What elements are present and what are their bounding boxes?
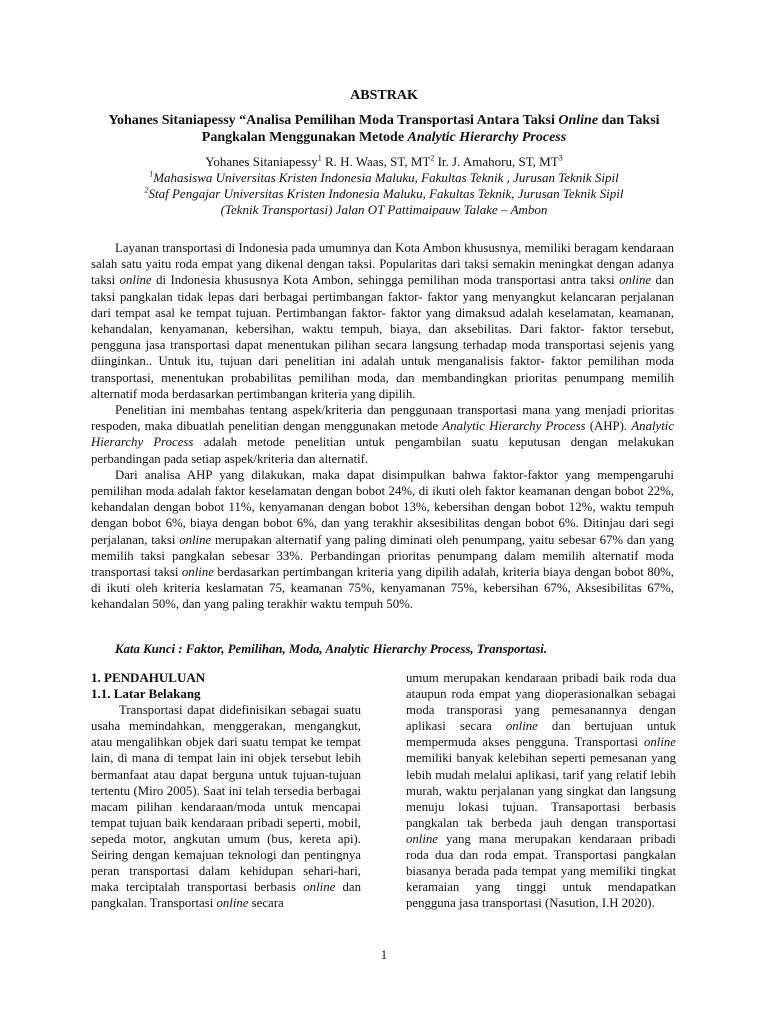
paper-heading [90, 112, 678, 146]
left-column-paragraph [91, 702, 361, 911]
author-1: Yohanes Sitaniapessy [205, 154, 318, 169]
affiliation-1-sup: 1 [149, 169, 154, 179]
author-3: Ir. J. Amahoru, ST, MT [434, 154, 559, 169]
p1-c: dan taksi pangkalan tidak lepas dari berbagai pertimbangan faktor- faktor yang menyangkut kelancaran perjalanan dari tempat asal ke tempat tujuan. Pertimbangan faktor- faktor yang dimaksud adalah keselamatan, keamanan, kehandalan, kenyamanan, kebersihan, waktu tempuh, biaya, dan aksebilitas. Dari faktor- faktor tersebut, pengguna jasa transportasi dapat menentukan pilihan secara langsung terhadap moda transportasi sejenis yang diinginkan.. Untuk itu, tujuan dari penelitian ini adalah untuk menganalisis faktor- faktor pemilihan moda transportasi, menentukan probabilitas pemilihan moda, dan membandingkan prioritas penumpang memilih alternatif moda berdasarkan pertimbangan kriteria yang dipilih. [91, 273, 674, 401]
right-online: online [505, 719, 538, 734]
right-a: umum merupakan kendaraan pribadi baik roda dua ataupun roda empat yang dioperasionalkan sebagai moda transporasi yang pemesanannya dengan aplikasi secara [406, 671, 676, 734]
affiliation-2 [90, 186, 678, 202]
subsection-title: 1.1. Latar Belakang [91, 686, 201, 702]
authors-block [90, 154, 678, 218]
right-b: dan bertujuan untuk mempermuda akses pengguna. Transportasi [406, 719, 676, 750]
p2-c: adalah metode penelitian untuk pengambilan suatu keputusan dengan melakukan perbandingan pada setiap aspek/kriteria dan alternatif. [91, 435, 674, 466]
p2-method-1: Analytic Hierarchy Process [442, 419, 586, 434]
left-online: online [303, 880, 336, 895]
p2-b: (AHP). [585, 419, 632, 434]
p1-online-2: online [619, 273, 652, 288]
affiliation-3: (Teknik Transportasi) Jalan OT Pattimaipauw Talake – Ambon [220, 202, 548, 217]
p3-online: online [179, 532, 212, 547]
abstract-body [91, 240, 674, 613]
abstract-paragraph-3 [91, 467, 674, 613]
right-d: yang mana merupakan kendaraan pribadi roda dua dan roda empat. Transportasi pangkalan biasanya berada pada tempat yang memiliki tingkat keramaian yang tinggi untuk mendapatkan pengguna jasa transportasi (Nasution, I.H 2020). [406, 831, 676, 911]
author-1-sup: 1 [317, 153, 322, 163]
abstract-title: ABSTRAK [350, 88, 418, 103]
author-2: R. H. Waas, ST, MT [321, 154, 431, 169]
p2-method-2: Analytic Hierarchy Process [91, 419, 674, 450]
right-c: memiliki banyak kelebihan seperti pemesanan yang lebih mudah melalui aplikasi, tarif yang relatif lebih murah, waktu perjalanan yang singkat dan langsung menuju lokasi tujuan. Transaportasi berbasis pangkalan tak berbeda jauh dengan transportasi [406, 751, 676, 830]
p3-online-2: online [181, 565, 214, 580]
section-title: 1. PENDAHULUAN [91, 670, 206, 685]
p3-c: berdasarkan pertimbangan kriteria yang dipilih adalah, kriteria biaya dengan bobot 80%, di ikuti oleh kriteria keslamatan 75, keamanan 75%, kenyamanan 75%, kebersihan 67%, Aksesibilitas 67%, kehandalan 50%, dan yang paling terakhir waktu tempuh 50%. [91, 565, 674, 612]
affiliation-2-sup: 2 [144, 185, 149, 195]
left-b: dan pangkalan. Transportasi [91, 880, 361, 911]
right-column-paragraph [406, 670, 676, 911]
p2-a: Penelitian ini membahas tentang aspek/kriteria dan penggunaan transportasi mana yang menjadi prioritas respoden, maka dibuatlah penelitian dengan menggunakan metode [91, 403, 674, 434]
abstract-paragraph-1 [91, 240, 674, 402]
left-c: secara [248, 896, 284, 911]
left-column [91, 670, 361, 911]
affiliation-2-text: Staf Pengajar Universitas Kristen Indonesia Maluku, Fakultas Teknik, Jurusan Teknik Sipil [148, 186, 624, 201]
author-2-sup: 2 [430, 153, 435, 163]
right-online-3: online [406, 831, 438, 846]
p3-a: Dari analisa AHP yang dilakukan, maka dapat disimpulkan bahwa faktor-faktor yang mempengaruhi pemilihan moda adalah faktor keselamatan dengan bobot 24%, di ikuti oleh faktor keamanan dengan bobot 22%, kehandalan dengan bobot 11%, kenyamanan dengan bobot 13%, kebersihan dengan bobot 12%, waktu tempuh dengan bobot 6%, biaya dengan bobot 6%, dan yang terakhir aksesibilitas dengan bobot 6%. Ditinjau dari segi perjalanan, taksi [91, 467, 674, 547]
page-number: 1 [380, 948, 388, 962]
right-online-2: online [644, 735, 676, 750]
affiliation-1-text: Mahasiswa Universitas Kristen Indonesia Maluku, Fakultas Teknik , Jurusan Teknik Sipil [153, 170, 619, 185]
heading-prefix: Yohanes Sitaniapessy “Analisa Pemilihan Moda Transportasi Antara Taksi [108, 113, 559, 128]
author-line [90, 154, 678, 170]
p1-online: online [119, 273, 152, 288]
abstract-paragraph-2 [91, 402, 674, 467]
right-column [406, 670, 676, 911]
affiliation-1 [90, 170, 678, 186]
p1-a: Layanan transportasi di Indonesia pada umumnya dan Kota Ambon khususnya, memiliki beragam kendaraan salah satu yaitu roda empat yang dikenal dengan taksi. Popularitas dari taksi semakin meningkat dengan adanya taksi [91, 241, 674, 288]
left-online-2: online [216, 896, 249, 911]
heading-method: Analytic Hierarchy Process [407, 130, 567, 145]
p3-b: merupakan alternatif yang paling diminati oleh penumpang, yaitu sebesar 67% dan yang memilih taksi pangkalan sebesar 33%. Perbandingan prioritas penumpang dalam memilih alternatif moda transportasi taksi [91, 532, 674, 580]
keywords: Kata Kunci : Faktor, Pemilihan, Moda, Analytic Hierarchy Process, Transportasi. [115, 642, 548, 656]
left-a: Transportasi dapat didefinisikan sebagai suatu usaha memindahkan, menggerakan, mengangkut, atau mengalihkan objek dari suatu tempat ke tempat lain, di mana di tempat lain ini objek tersebut lebih bermanfaat atau dapat berguna untuk tujuan-tujuan tertentu (Miro 2005). Saat ini telah tersedia berbagai macam pilihan kendaraan/moda untuk mencapai tempat tujuan baik kendaraan pribadi seperti, mobil, sepeda motor, angkutan umum (bus, kereta api). Seiring dengan kemajuan teknologi dan pentingnya peran transportasi dalam kehidupan sehari-hari, maka terciptalah transportasi berbasis [91, 703, 361, 895]
heading-online: Online [558, 113, 599, 128]
heading-mid: dan Taksi Pangkalan Menggunakan Metode [201, 113, 660, 145]
author-3-sup: 3 [558, 153, 563, 163]
p1-b: di Indonesia khususnya Kota Ambon, sehingga pemilihan moda transportasi antra taksi [151, 273, 620, 288]
